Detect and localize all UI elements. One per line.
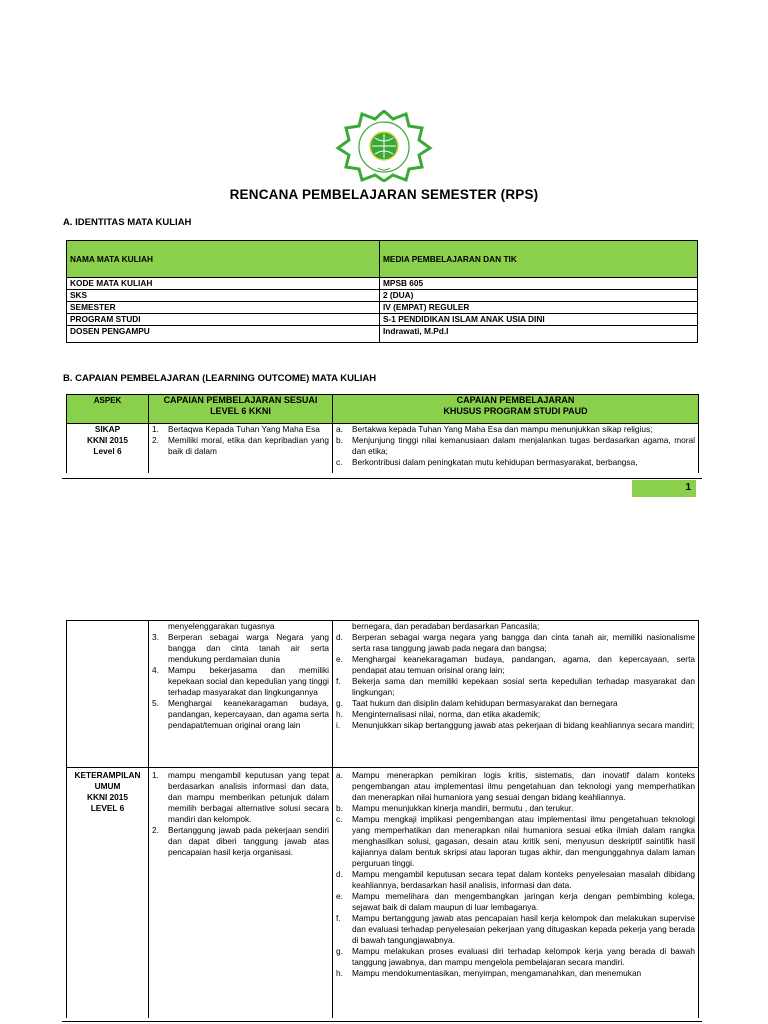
table-row — [67, 302, 698, 314]
list-text: bernegara, dan peradaban berdasarkan Pancasila; — [352, 621, 540, 631]
section-a-heading: A. IDENTITAS MATA KULIAH — [63, 217, 192, 228]
list-text: Bekerja sama dan memiliki kepekaan sosial serta kepedulian terhadap masyarakat dan lingkungan; — [352, 676, 695, 697]
list-marker: 2. — [152, 435, 159, 445]
kkni-header-line2: LEVEL 6 KKNI — [210, 406, 271, 416]
list-item — [336, 891, 695, 913]
kkni-header-line1: CAPAIAN PEMBELAJARAN SESUAI — [163, 395, 318, 405]
identity-label: SKS — [67, 290, 380, 302]
list-text: Menghargai keanekaragaman budaya, pandangan, agama, dan kepercayaan, serta pendapat atau temuan orisinal orang lain; — [352, 654, 695, 675]
list-marker: a. — [336, 424, 343, 434]
learning-outcome-table — [66, 394, 699, 473]
list-text: Mampu mengambil keputusan secara tepat dalam konteks penyelesaian masalah dibidang keahliannya, berdasarkan hasil analisis, informasi dan data. — [352, 869, 695, 890]
list-item — [336, 803, 695, 814]
list-item — [336, 869, 695, 891]
aspect-line: KKNI 2015 — [86, 435, 129, 445]
list-item — [336, 632, 695, 654]
list-text: menyelenggarakan tugasnya — [168, 621, 275, 631]
aspect-line: KKNI 2015 — [86, 792, 129, 802]
list-item — [336, 698, 695, 709]
list-text: Mampu bekerjasama dan memiliki kepekaan social dan kepedulian yang tinggi terhadap masyarakat dan lingkungannya — [168, 665, 329, 697]
list-item — [152, 665, 329, 698]
identity-value: MPSB 605 — [380, 278, 698, 290]
prodi-cell — [333, 424, 699, 474]
aspect-header: ASPEK — [67, 395, 149, 424]
list-item — [336, 770, 695, 803]
aspect-sikap-continued — [67, 621, 149, 768]
list-text: Berperan sebagai warga negara yang bangga dan cinta tanah air, memiliki nasionalisme serta rasa tanggung jawab pada negara dan bangsa; — [352, 632, 695, 653]
aspect-line: SIKAP — [94, 424, 121, 434]
list-marker: i. — [336, 720, 341, 730]
list-marker: 1. — [152, 770, 159, 780]
list-marker: 1. — [152, 424, 159, 434]
aspect-keterampilan-umum — [67, 768, 149, 1019]
list-text: Berkontribusi dalam peningkatan mutu kehidupan bermasyarakat, berbangsa, — [352, 457, 638, 467]
list-marker: 3. — [152, 632, 159, 642]
list-item — [336, 435, 695, 457]
list-text: Memiliki moral, etika dan kepribadian yang baik di dalam — [168, 435, 329, 456]
list-text: Menunjukkan sikap bertanggung jawab atas pekerjaan di bidang keahliannya secara mandiri; — [352, 720, 695, 730]
table-row — [67, 290, 698, 302]
list-text: Mampu mengkaji implikasi pengembangan atau implementasi ilmu pengetahuan teknologi yang memperhatikan dan menerapkan nilai humaniora sesuai etika ilmiah dalam rangka menghasilkan solusi, gagasan, desain atau kritik seni, menyusun deskriptif saintifik hasil kajiannya dalam bentuk skripsi atau laporan tugas akhir, dan mengunggahnya dalam laman perguruan tinggi. — [352, 814, 695, 868]
identity-label: PROGRAM STUDI — [67, 314, 380, 326]
kkni-header — [149, 395, 333, 424]
table-header-row — [67, 395, 699, 424]
list-item — [336, 424, 695, 435]
list-marker: 2. — [152, 825, 159, 835]
page-number-badge — [632, 480, 696, 497]
list-item — [152, 424, 329, 435]
list-item — [152, 770, 329, 825]
list-item — [152, 825, 329, 858]
prodi-cell — [333, 621, 699, 768]
table-row — [67, 326, 698, 343]
list-marker: a. — [336, 770, 343, 780]
kkni-cell — [149, 621, 333, 768]
list-marker: g. — [336, 698, 343, 708]
table-row — [67, 621, 699, 768]
list-text: Bertanggung jawab pada pekerjaan sendiri dan dapat diberi tanggung jawab atas pencapaian hasil kerja organisasi. — [168, 825, 329, 857]
identity-value: 2 (DUA) — [380, 290, 698, 302]
aspect-sikap — [67, 424, 149, 474]
list-text: Mampu menunjukkan kinerja mandiri, bermutu , dan terukur. — [352, 803, 574, 813]
list-marker: d. — [336, 632, 343, 642]
aspect-line: LEVEL 6 — [90, 803, 125, 813]
identity-value: MEDIA PEMBELAJARAN DAN TIK — [380, 241, 698, 278]
section-b-heading: B. CAPAIAN PEMBELAJARAN (LEARNING OUTCOME) MATA KULIAH — [63, 373, 377, 384]
list-marker: 5. — [152, 698, 159, 708]
page-break-line — [62, 478, 702, 479]
list-text: Mampu memelihara dan mengembangkan jaringan kerja dengan pembimbing kolega, sejawat baik di dalam maupun di luar lembaganya. — [352, 891, 695, 912]
list-item — [336, 968, 695, 979]
list-marker: g. — [336, 946, 343, 956]
prodi-cell — [333, 768, 699, 1019]
list-marker: c. — [336, 457, 343, 467]
list-text: Mampu bertanggung jawab atas pencapaian hasil kerja kelompok dan melakukan supervise dan evaluasi terhadap penyelesaian pekerjaan yang ditugaskan kepada pekerja yang berada di bawah tangungjawabnya. — [352, 913, 695, 945]
list-item — [152, 698, 329, 731]
list-text: Menjunjung tinggi nilai kemanusiaan dalam menjalankan tugas berdasarkan agama, moral dan etika; — [352, 435, 695, 456]
list-marker: d. — [336, 869, 343, 879]
learning-outcome-table-continued — [66, 620, 699, 1018]
list-marker: b. — [336, 803, 343, 813]
identity-label: NAMA MATA KULIAH — [67, 241, 380, 278]
list-text: Menginternalisasi nilai, norma, dan etika akademik; — [352, 709, 541, 719]
kkni-cell — [149, 424, 333, 474]
list-item — [336, 946, 695, 968]
list-item — [336, 913, 695, 946]
list-item — [152, 632, 329, 665]
list-marker: b. — [336, 435, 343, 445]
table-row — [67, 768, 699, 1019]
aspect-line: KETERAMPILAN — [74, 770, 141, 780]
prodi-header-line2: KHUSUS PROGRAM STUDI PAUD — [443, 406, 588, 416]
list-marker: c. — [336, 814, 343, 824]
list-item — [336, 720, 695, 731]
list-marker: h. — [336, 709, 343, 719]
course-identity-table — [66, 240, 698, 343]
list-text: mampu mengambil keputusan yang tepat berdasarkan analisis informasi dan data, dan mampu memberikan petunjuk dalam memilih berbagai alternative solusi secara mandiri dan kelompok. — [168, 770, 329, 824]
identity-label: DOSEN PENGAMPU — [67, 326, 380, 343]
table-row — [67, 314, 698, 326]
prodi-header — [333, 395, 699, 424]
identity-value: S-1 PENDIDIKAN ISLAM ANAK USIA DINI — [380, 314, 698, 326]
list-text: Mampu melakukan proses evaluasi diri terhadap kelompok kerja yang berada di bawah tanggung jawabnya, dan mampu mengelola pembelajaran secara mandiri. — [352, 946, 695, 967]
table-row — [67, 424, 699, 474]
list-text: Taat hukum dan disiplin dalam kehidupan bermasyarakat dan bernegara — [352, 698, 618, 708]
list-text: Bertaqwa Kepada Tuhan Yang Maha Esa — [168, 424, 320, 434]
list-item — [152, 435, 329, 457]
table-row — [67, 278, 698, 290]
list-item — [336, 709, 695, 720]
list-text: Mampu menerapkan pemikiran logis kritis, sistematis, dan inovatif dalam konteks pengembangan atau implementasi ilmu pengetahuan dan teknologi yang memperhatikan dan menerapkan nilai humaniora yang sesuai dengan bidang keahliannya. — [352, 770, 695, 802]
table-row — [67, 241, 698, 278]
list-text: Mampu mendokumentasikan, menyimpan, mengamanahkan, dan menemukan — [352, 968, 642, 978]
prodi-header-line1: CAPAIAN PEMBELAJARAN — [456, 395, 575, 405]
list-item — [336, 457, 695, 468]
list-marker: e. — [336, 891, 343, 901]
aspect-line: UMUM — [94, 781, 121, 791]
identity-label: SEMESTER — [67, 302, 380, 314]
list-marker: f. — [336, 676, 341, 686]
aspect-line: Level 6 — [93, 446, 122, 456]
list-marker: h. — [336, 968, 343, 978]
list-item — [336, 654, 695, 676]
college-logo — [332, 110, 436, 182]
document-title: RENCANA PEMBELAJARAN SEMESTER (RPS) — [229, 187, 539, 202]
list-marker: 4. — [152, 665, 159, 675]
identity-value: IV (EMPAT) REGULER — [380, 302, 698, 314]
identity-label: KODE MATA KULIAH — [67, 278, 380, 290]
identity-value: Indrawati, M.Pd.I — [380, 326, 698, 343]
list-text: Menghargai keanekaragaman budaya, pandangan, kepercayaan, dan agama serta pendapat/temuan original orang lain — [168, 698, 329, 730]
page-bottom-line — [62, 1021, 702, 1022]
list-text: Bertakwa kepada Tuhan Yang Maha Esa dan mampu menunjukkan sikap religius; — [352, 424, 653, 434]
list-text: Berperan sebagai warga Negara yang bangga dan cinta tanah air serta mendukung perdamaian dunia — [168, 632, 329, 664]
list-marker: f. — [336, 913, 341, 923]
page-number: 1 — [685, 482, 691, 493]
kkni-cell — [149, 768, 333, 1019]
list-item — [336, 814, 695, 869]
list-marker: e. — [336, 654, 343, 664]
list-item — [336, 676, 695, 698]
